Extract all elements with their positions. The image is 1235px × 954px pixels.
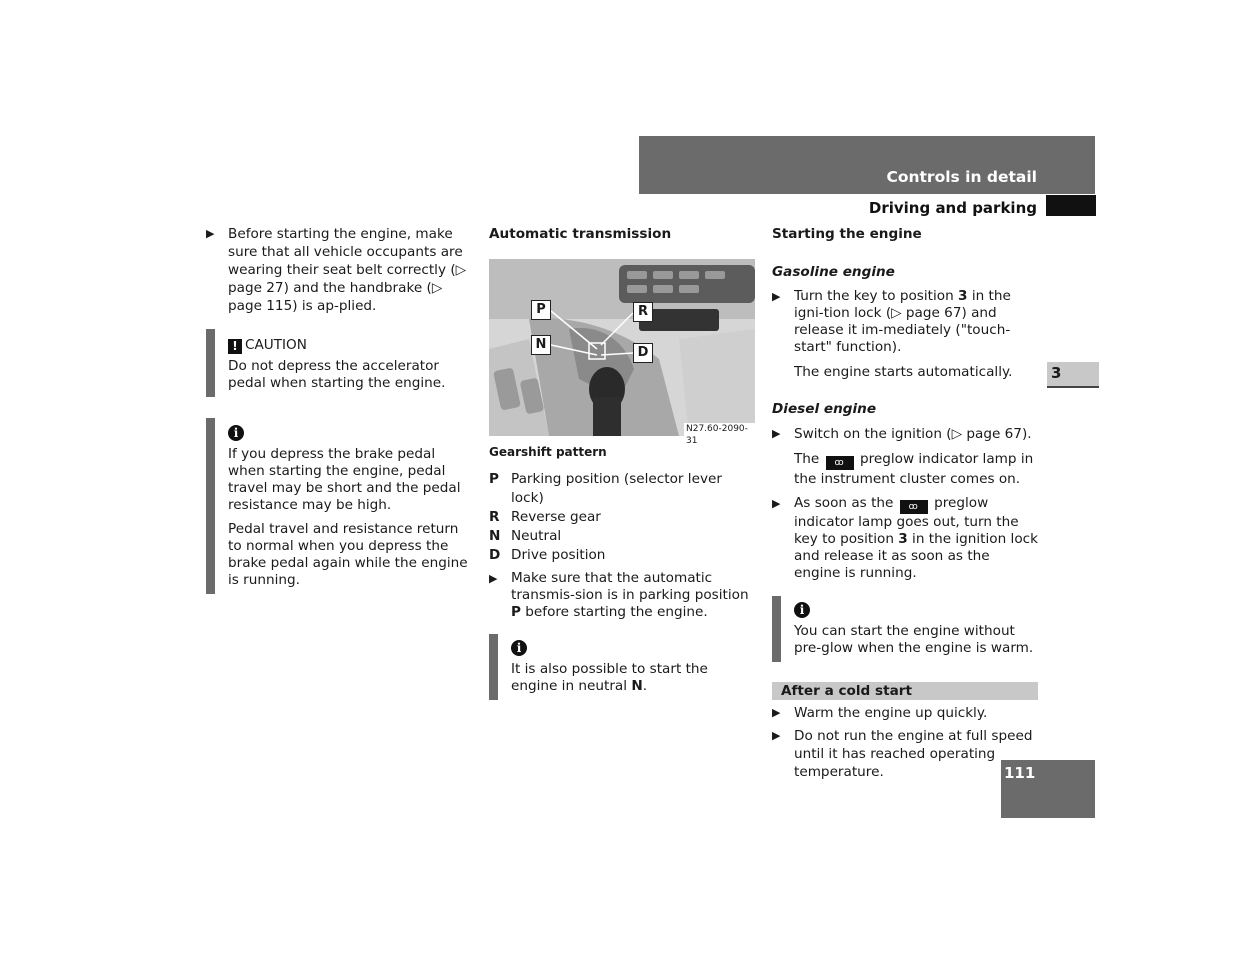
arrow-bullet-icon: ▶ (772, 427, 781, 440)
list-item: ▶ Turn the key to position 3 in the igni-tion lock (▷ page 67) and release it im-mediately ("touch-start" function). (772, 288, 1011, 355)
legend-row: D Drive position (489, 547, 606, 563)
arrow-bullet-icon: ▶ (772, 290, 781, 303)
legend-row: P Parking position (selector lever lock) (489, 471, 722, 506)
info-text: If you depress the brake pedal when starting the engine, pedal travel may be short and the pedal resistance may be high. (228, 446, 461, 513)
gearshift-figure (489, 259, 755, 446)
list-item: ▶ Make sure that the automatic transmis-sion is in parking position P before starting the engine. (489, 570, 749, 620)
section-heading-cold-start: After a cold start (772, 682, 1038, 700)
info-box (489, 634, 755, 700)
result-text: The engine starts automatically. (794, 364, 1013, 380)
figure-label-p: P (531, 300, 551, 320)
figure-code: N27.60-2090-31 (686, 424, 748, 446)
chapter-side-tab: 3 (1047, 362, 1099, 388)
arrow-bullet-icon: ▶ (206, 227, 215, 240)
info-box (772, 596, 1038, 662)
heading: Starting the engine (772, 226, 922, 242)
column-2 (489, 225, 755, 700)
figure-label-r: R (633, 302, 653, 322)
list-item: ▶ Warm the engine up quickly. (772, 705, 988, 721)
caution-text: Do not depress the accelerator pedal when starting the engine. (228, 358, 446, 391)
list-item: ▶ As soon as the ꝏ preglow indicator lamp goes out, turn the key to position 3 in the ignition lock and release it as soon as the engine is running. (772, 495, 1038, 581)
arrow-bullet-icon: ▶ (772, 706, 781, 719)
list-item: ▶ Switch on the ignition (▷ page 67). (772, 426, 1032, 442)
column-3 (772, 225, 1038, 781)
caution-box (206, 329, 472, 397)
section-title: Driving and parking (868, 199, 1037, 217)
chapter-title: Controls in detail (886, 168, 1037, 186)
list-item: ▶ Before starting the engine, make sure that all vehicle occupants are wearing their seat belt correctly (▷ page 27) and the handbrake (▷ page 115) is ap-plied. (206, 226, 467, 314)
gear-legend (489, 470, 755, 565)
header-tab-marker (1046, 195, 1096, 216)
subheading-diesel: Diesel engine (772, 401, 877, 417)
warning-icon: ! (228, 339, 242, 354)
legend-row: N Neutral (489, 528, 562, 544)
info-icon: i (794, 602, 810, 618)
heading: Automatic transmission (489, 226, 672, 242)
subheading-gasoline: Gasoline engine (772, 264, 895, 280)
column-1 (206, 225, 472, 594)
page-number: 111 (1004, 764, 1036, 782)
result-text: The ꝏ preglow indicator lamp in the instrument cluster comes on. (794, 451, 1034, 487)
arrow-bullet-icon: ▶ (489, 572, 498, 585)
info-icon: i (511, 640, 527, 656)
arrow-bullet-icon: ▶ (772, 729, 781, 742)
figure-caption: Gearshift pattern (489, 445, 607, 459)
gearshift-illustration (489, 259, 755, 436)
preglow-lamp-icon: ꝏ (900, 500, 928, 514)
info-box (206, 418, 472, 594)
info-icon: i (228, 425, 244, 441)
caution-label: CAUTION (245, 337, 307, 353)
figure-label-n: N (531, 335, 551, 355)
figure-label-d: D (633, 343, 653, 363)
list-item: ▶ Do not run the engine at full speed until it has reached operating temperature. (772, 728, 1033, 780)
info-text: It is also possible to start the engine in neutral N. (511, 661, 708, 694)
preglow-lamp-icon: ꝏ (826, 456, 854, 470)
info-text: You can start the engine without pre-glow when the engine is warm. (794, 623, 1034, 656)
legend-row: R Reverse gear (489, 509, 601, 525)
info-text: Pedal travel and resistance return to normal when you depress the brake pedal again while the engine is running. (228, 521, 468, 588)
arrow-bullet-icon: ▶ (772, 497, 781, 510)
